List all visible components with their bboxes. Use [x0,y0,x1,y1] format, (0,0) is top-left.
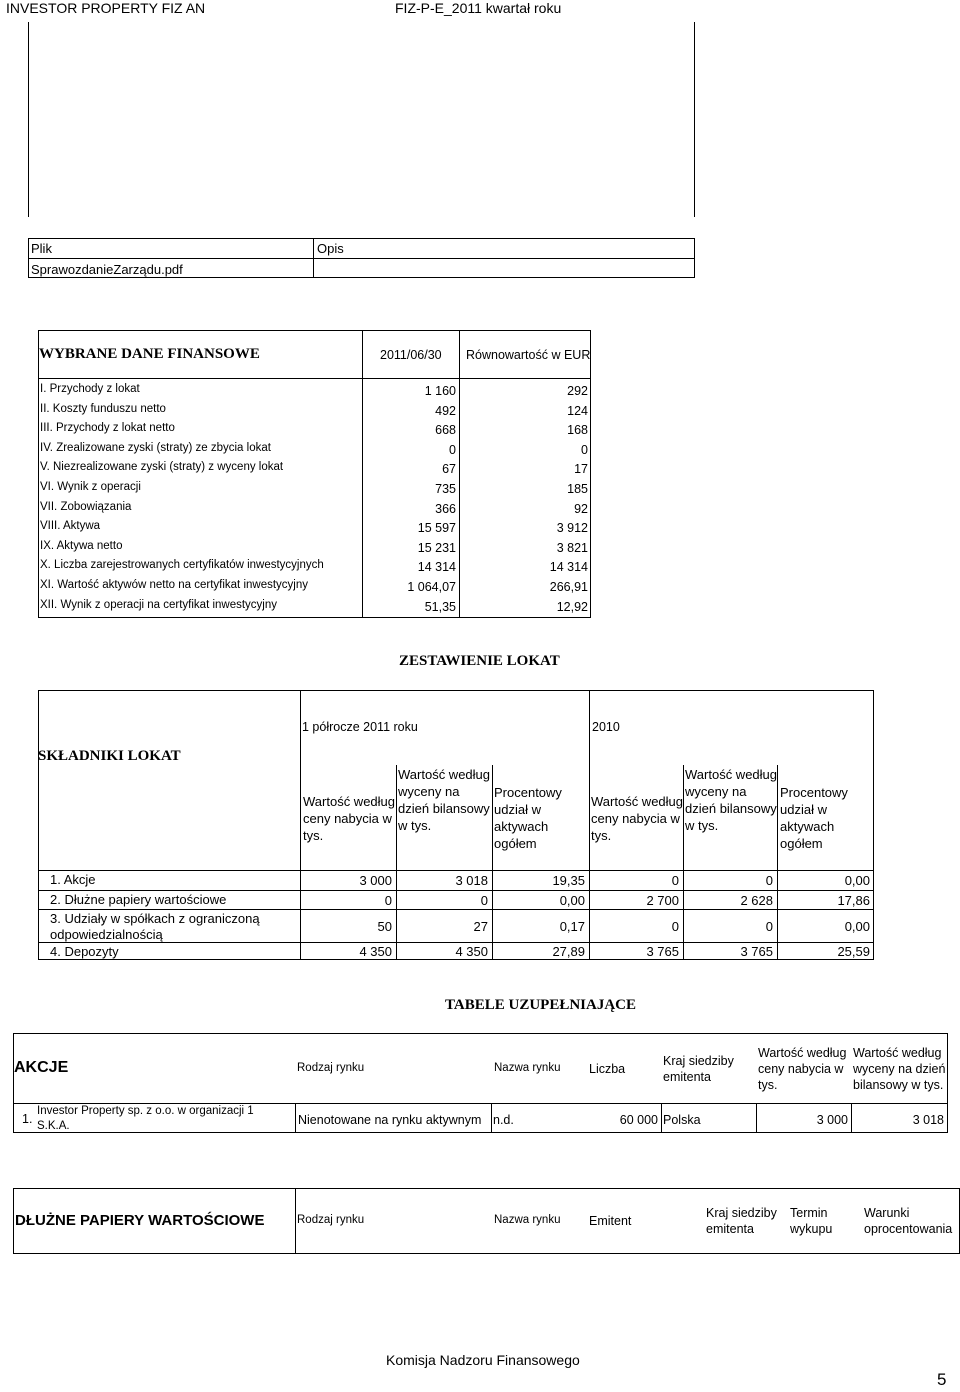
lokaty-row-label: 4. Depozyty [50,944,119,959]
lokaty-row-divider [38,890,874,891]
financial-row-pln: 668 [435,423,456,438]
financial-eur-header: Równowartość w EUR [466,348,591,362]
lokaty-row-divider [38,870,874,871]
lokaty-row-value: 19,35 [552,873,585,888]
footer-authority: Komisja Nadzoru Finansowego [386,1352,580,1368]
financial-row-pln: 14 314 [417,560,456,575]
financial-row-label: VIII. Aktywa [40,520,101,533]
lokaty-row-value: 3 765 [740,944,773,959]
lokaty-divider-v-main [300,690,301,870]
lokaty-header-nabycia-1: Wartość według ceny nabycia w tys. [303,794,395,843]
akcje-divider-v-rynek [295,1103,296,1133]
lokaty-row-value: 0 [480,892,488,908]
akcje-row-name: Investor Property sp. z o.o. w organizacji 1 S.K.A. [37,1105,254,1132]
lokaty-header-udzial-1: Procentowy udział w aktywach ogółem [494,785,562,851]
lokaty-row-value: 3 765 [646,944,679,959]
akcje-header-kraj: Kraj siedziby emitenta [663,1054,734,1084]
financial-row-eur: 124 [567,403,588,418]
lokaty-row-value: 4 350 [455,944,488,959]
dluzne-header-termin: Termin wykupu [790,1206,833,1236]
akcje-row-num: 1. [22,1112,33,1126]
akcje-row-nabycia: 3 000 [816,1113,848,1127]
lokaty-row-value: 0,00 [844,918,870,934]
frame-line-right [694,22,695,217]
financial-row-eur: 3 912 [556,521,588,536]
dluzne-header-emitent: Emitent [589,1214,632,1228]
lokaty-row-label: 3. Udziały w spółkach z ograniczoną odpowiedzialnością [50,911,260,942]
financial-row-label: XII. Wynik z operacji na certyfikat inwestycyjny [40,598,278,611]
files-table-divider-h [28,258,695,259]
lokaty-row-value: 0 [671,873,679,888]
lokaty-header-wyceny-2: Wartość według wyceny na dzień bilansowy w tys. [685,767,777,833]
lokaty-row-value: 27 [473,918,488,934]
financial-row-label: VI. Wynik z operacji [40,481,141,493]
financial-row-label: III. Przychody z lokat netto [40,422,175,435]
lokaty-row-value: 0,00 [844,873,870,888]
akcje-header-rynek: Rodzaj rynku [297,1062,365,1074]
financial-row-eur: 92 [574,501,588,516]
financial-row-label: IX. Aktywa netto [40,539,123,552]
financial-row-label: I. Przychody z lokat [40,383,140,395]
file-link[interactable]: SprawozdanieZarządu.pdf [31,262,183,277]
akcje-header-wyceny: Wartość według wyceny na dzień bilansowy w tys. [853,1046,946,1092]
financial-row-pln: 492 [435,403,456,418]
financial-row-pln: 15 231 [417,540,456,555]
financial-row-label: II. Koszty funduszu netto [40,402,166,415]
lokaty-period-current: 1 półrocze 2011 roku [302,720,418,734]
financial-row-eur: 266,91 [549,580,588,594]
financial-row-pln: 0 [449,442,456,457]
financial-date: 2011/06/30 [380,348,442,362]
lokaty-row-value: 50 [377,918,392,934]
akcje-row-kraj: Polska [663,1113,701,1127]
supplementary-title: TABELE UZUPEŁNIAJĄCE [445,997,637,1013]
financial-title: WYBRANE DANE FINANSOWE [39,346,260,362]
lokaty-row-value: 0 [671,918,679,934]
financial-row-eur: 14 314 [549,560,588,575]
lokaty-period-previous: 2010 [592,720,620,734]
lokaty-row-value: 3 000 [359,873,392,888]
dluzne-header-rynek: Rodzaj rynku [297,1214,365,1226]
financial-divider-h [38,378,591,379]
lokaty-row-value: 27,89 [552,944,585,959]
files-col-file-header: Plik [31,241,52,256]
financial-row-pln: 67 [442,462,456,477]
akcje-label: AKCJE [14,1059,69,1076]
lokaty-row-value: 2 700 [646,892,679,908]
financial-row-eur: 292 [567,384,588,398]
akcje-row-nazwa: n.d. [493,1113,514,1127]
lokaty-section-label: SKŁADNIKI LOKAT [38,748,181,764]
financial-row-eur: 17 [574,462,588,477]
lokaty-row-value: 4 350 [359,944,392,959]
financial-row-label: VII. Zobowiązania [40,500,132,513]
financial-row-label: X. Liczba zarejestrowanych certyfikatów inwestycyjnych [40,559,324,572]
lokaty-row-label: 1. Akcje [50,872,96,887]
akcje-header-nazwa: Nazwa rynku [494,1062,561,1074]
financial-row-pln: 366 [435,501,456,516]
lokaty-row-value: 17,86 [837,892,870,908]
financial-row-pln: 1 064,07 [407,580,456,594]
akcje-row-wyceny: 3 018 [912,1113,944,1127]
lokaty-row-value: 0 [765,873,773,888]
dluzne-divider-v [295,1188,296,1254]
financial-row-eur: 168 [567,423,588,438]
financial-row-label: IV. Zrealizowane zyski (straty) ze zbycia lokat [40,441,271,454]
lokaty-row-value: 0,17 [559,918,585,934]
frame-line-left [28,22,29,217]
dluzne-header-kraj: Kraj siedziby emitenta [706,1206,777,1236]
lokaty-row-value: 0 [765,918,773,934]
lokaty-title: ZESTAWIENIE LOKAT [399,653,560,669]
lokaty-row-value: 2 628 [740,892,773,908]
akcje-row-rynek: Nienotowane na rynku aktywnym [298,1113,482,1127]
dluzne-header-nazwa: Nazwa rynku [494,1214,561,1226]
akcje-header-liczba: Liczba [589,1062,626,1076]
lokaty-header-nabycia-2: Wartość według ceny nabycia w tys. [591,794,683,843]
lokaty-row-divider [38,942,874,943]
financial-row-pln: 15 597 [417,521,456,536]
lokaty-row-value: 3 018 [455,873,488,888]
financial-row-pln: 51,35 [424,599,456,614]
akcje-divider-v-nazwa [491,1103,492,1133]
lokaty-row-value: 0 [384,892,392,908]
financial-row-eur: 0 [581,442,588,457]
lokaty-header-udzial-2: Procentowy udział w aktywach ogółem [780,785,848,851]
financial-row-label: XI. Wartość aktywów netto na certyfikat inwestycyjny [40,579,308,591]
header-report-id: FIZ-P-E_2011 kwartał roku [395,0,562,16]
akcje-row-liczba: 60 000 [619,1113,658,1127]
financial-row-pln: 735 [435,482,456,496]
lokaty-row-divider [38,909,874,910]
akcje-header-nabycia: Wartość według ceny nabycia w tys. [758,1046,847,1092]
lokaty-divider-v-period [589,690,590,870]
lokaty-row-value: 0,00 [559,892,585,908]
financial-row-label: V. Niezrealizowane zyski (straty) z wyceny lokat [40,461,284,474]
files-col-desc-header: Opis [317,241,344,256]
financial-row-pln: 1 160 [424,384,456,398]
header-fund-name: INVESTOR PROPERTY FIZ AN [6,0,206,16]
page-number: 5 [937,1370,947,1389]
financial-row-eur: 12,92 [556,599,588,614]
dluzne-header-warunki: Warunki oprocentowania [864,1206,953,1236]
financial-row-eur: 3 821 [556,540,588,555]
lokaty-header-wyceny-1: Wartość według wyceny na dzień bilansowy w tys. [398,767,490,833]
lokaty-row-label: 2. Dłużne papiery wartościowe [50,892,227,907]
dluzne-label: DŁUŻNE PAPIERY WARTOŚCIOWE [15,1212,265,1229]
financial-row-eur: 185 [567,482,588,496]
lokaty-row-value: 25,59 [837,944,870,959]
akcje-divider-v-kraj [661,1103,662,1133]
